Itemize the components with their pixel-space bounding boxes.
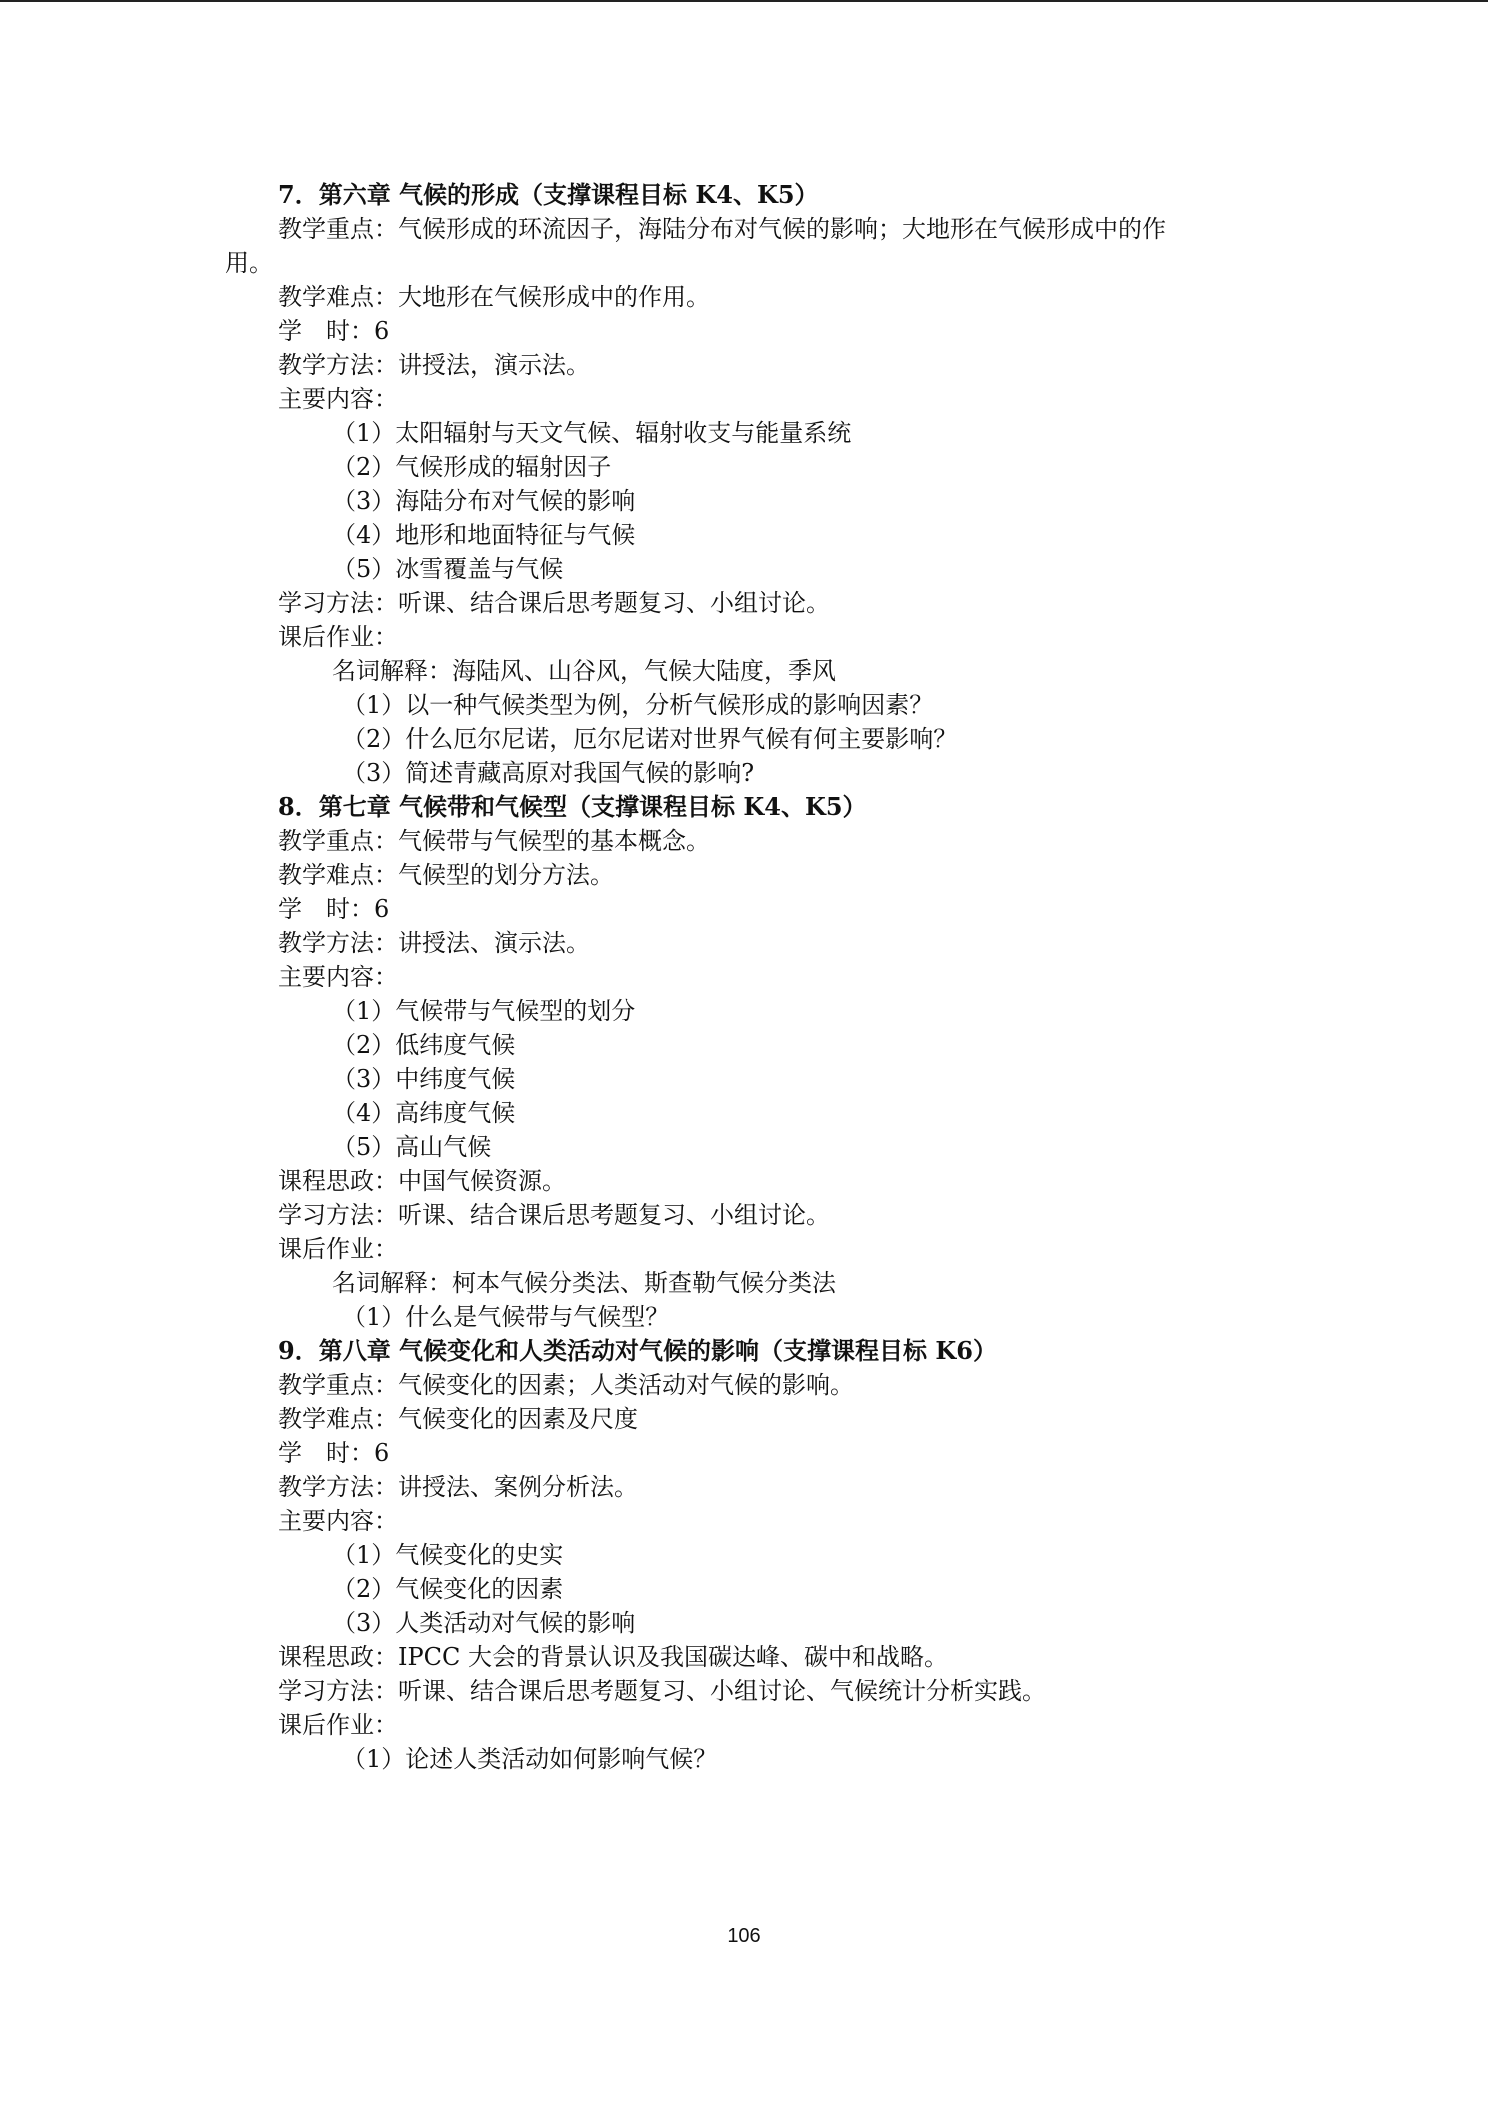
- homework-label: 课后作业：: [278, 1711, 398, 1739]
- teaching-difficulty: 教学难点：气候变化的因素及尺度: [278, 1405, 638, 1433]
- content-item: （5）冰雪覆盖与气候: [332, 555, 564, 583]
- content-item: （2）气候变化的因素: [332, 1575, 564, 1603]
- teaching-method: 教学方法：讲授法、演示法。: [278, 929, 590, 957]
- content-item: （5）高山气候: [332, 1133, 492, 1161]
- main-content-label: 主要内容：: [278, 963, 398, 991]
- content-item: （2）气候形成的辐射因子: [332, 453, 612, 481]
- homework-item: （3）简述青藏高原对我国气候的影响?: [342, 759, 755, 787]
- teaching-focus: 教学重点：气候形成的环流因子，海陆分布对气候的影响；大地形在气候形成中的作: [278, 215, 1166, 243]
- section-heading: 9．第八章 气候变化和人类活动对气候的影响（支撑课程目标 K6）: [278, 1336, 997, 1365]
- content-item: （4）高纬度气候: [332, 1099, 516, 1127]
- content-item: （1）气候变化的史实: [332, 1541, 564, 1569]
- content-item: （2）低纬度气候: [332, 1031, 516, 1059]
- homework-item: （1）论述人类活动如何影响气候？: [342, 1745, 718, 1773]
- content-item: （1）太阳辐射与天文气候、辐射收支与能量系统: [332, 419, 852, 447]
- study-method: 学习方法：听课、结合课后思考题复习、小组讨论。: [278, 589, 830, 617]
- teaching-focus: 教学重点：气候带与气候型的基本概念。: [278, 827, 710, 855]
- homework-item: （1）以一种气候类型为例，分析气候形成的影响因素？: [342, 691, 934, 719]
- page-number: 106: [727, 1925, 761, 1947]
- main-content-label: 主要内容：: [278, 1507, 398, 1535]
- study-method: 学习方法：听课、结合课后思考题复习、小组讨论。: [278, 1201, 830, 1229]
- content-item: （3）中纬度气候: [332, 1065, 516, 1093]
- homework-label: 课后作业：: [278, 623, 398, 651]
- teaching-difficulty: 教学难点：大地形在气候形成中的作用。: [278, 283, 710, 311]
- course-ideology: 课程思政：中国气候资源。: [278, 1167, 566, 1195]
- content-item: （3）人类活动对气候的影响: [332, 1609, 636, 1637]
- main-content-label: 主要内容：: [278, 385, 398, 413]
- class-hours: 学 时：6: [278, 1439, 390, 1467]
- teaching-method: 教学方法：讲授法，演示法。: [278, 351, 590, 379]
- teaching-focus: 教学重点：气候变化的因素；人类活动对气候的影响。: [278, 1371, 854, 1399]
- term-definitions: 名词解释：海陆风、山谷风，气候大陆度，季风: [332, 657, 836, 685]
- section-heading: 7．第六章 气候的形成（支撑课程目标 K4、K5）: [278, 180, 819, 209]
- content-item: （3）海陆分布对气候的影响: [332, 487, 636, 515]
- homework-item: （1）什么是气候带与气候型？: [342, 1303, 670, 1331]
- homework-item: （2）什么厄尔尼诺，厄尔尼诺对世界气候有何主要影响？: [342, 725, 958, 753]
- course-ideology: 课程思政：IPCC 大会的背景认识及我国碳达峰、碳中和战略。: [278, 1643, 948, 1671]
- class-hours: 学 时：6: [278, 317, 390, 345]
- term-definitions: 名词解释：柯本气候分类法、斯查勒气候分类法: [332, 1269, 836, 1297]
- class-hours: 学 时：6: [278, 895, 390, 923]
- teaching-focus-continued: 用。: [225, 249, 273, 277]
- section-heading: 8．第七章 气候带和气候型（支撑课程目标 K4、K5）: [278, 792, 867, 821]
- content-item: （1）气候带与气候型的划分: [332, 997, 636, 1025]
- teaching-difficulty: 教学难点：气候型的划分方法。: [278, 861, 614, 889]
- teaching-method: 教学方法：讲授法、案例分析法。: [278, 1473, 638, 1501]
- content-item: （4）地形和地面特征与气候: [332, 521, 636, 549]
- study-method: 学习方法：听课、结合课后思考题复习、小组讨论、气候统计分析实践。: [278, 1677, 1046, 1705]
- homework-label: 课后作业：: [278, 1235, 398, 1263]
